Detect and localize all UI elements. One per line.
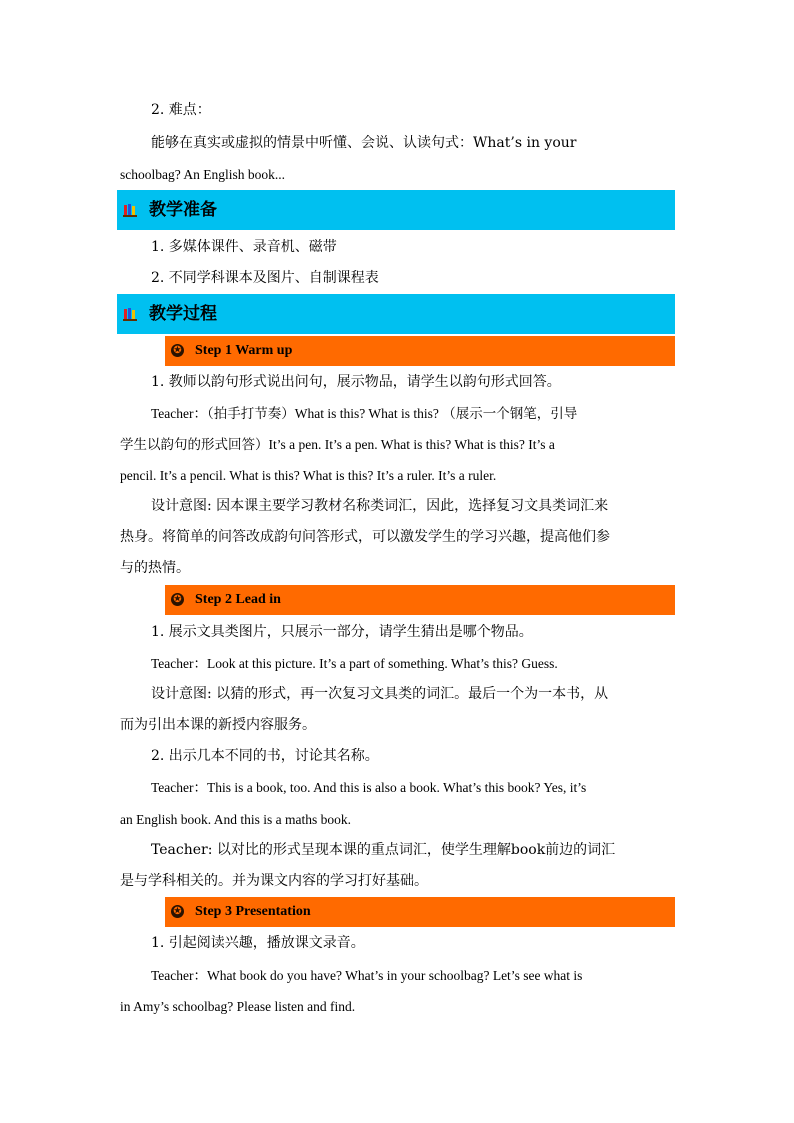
- step1-design-line-3: 与的热情。: [120, 560, 190, 576]
- step1-teacher-line-1: Teacher：（拍手打节奏）What is this? What is this? （展示一个钢笔，引导: [151, 406, 578, 421]
- step2-paragraph-2: 2. 出示几本不同的书，讨论其名称。: [151, 748, 379, 764]
- difficulty-line-1: 能够在真实或虚拟的情景中听懂、会说、认读句式：What’s in your: [151, 135, 577, 151]
- star-icon: ✪: [171, 593, 184, 606]
- step1-paragraph-1: 1. 教师以韵句形式说出问句，展示物品，请学生以韵句形式回答。: [151, 374, 561, 390]
- star-icon: ✪: [171, 344, 184, 357]
- difficulty-heading: 2. 难点：: [151, 102, 211, 118]
- step2-teacher-line-2: Teacher：This is a book, too. And this is also a book. What’s this book? Yes, it’s: [151, 780, 587, 795]
- step-title-2: Step 2 Lead in: [195, 592, 281, 607]
- step2-design-line-1: 设计意图: 以猜的形式，再一次复习文具类的词汇。最后一个为一本书，从: [151, 686, 609, 702]
- step3-paragraph-1: 1. 引起阅读兴趣，播放课文录音。: [151, 935, 365, 951]
- preparation-item-2: 2. 不同学科课本及图片、自制课程表: [151, 270, 379, 286]
- section-title-preparation: 教学准备: [149, 200, 217, 220]
- difficulty-line-2: schoolbag? An English book...: [120, 167, 285, 182]
- books-icon: [123, 203, 137, 217]
- step2-teacher-line-5: 是与学科相关的。并为课文内容的学习打好基础。: [120, 873, 428, 889]
- step-title-3: Step 3 Presentation: [195, 904, 311, 919]
- star-icon: ✪: [171, 905, 184, 918]
- books-icon: [123, 307, 137, 321]
- step-header-1: [165, 336, 675, 366]
- step2-paragraph-1: 1. 展示文具类图片，只展示一部分，请学生猜出是哪个物品。: [151, 624, 533, 640]
- step2-design-line-2: 而为引出本课的新授内容服务。: [120, 717, 316, 733]
- preparation-item-1: 1. 多媒体课件、录音机、磁带: [151, 239, 337, 255]
- step2-teacher-line-1: Teacher：Look at this picture. It’s a part of something. What’s this? Guess.: [151, 656, 558, 671]
- step1-teacher-line-2: 学生以韵句的形式回答）It’s a pen. It’s a pen. What is this? What is this? It’s a: [120, 437, 555, 452]
- step-header-2: [165, 585, 675, 615]
- step3-teacher-line-2: in Amy’s schoolbag? Please listen and find.: [120, 999, 356, 1014]
- step2-teacher-line-3: an English book. And this is a maths book.: [120, 812, 351, 827]
- section-title-process: 教学过程: [149, 304, 217, 324]
- step1-design-line-1: 设计意图: 因本课主要学习教材名称类词汇，因此，选择复习文具类词汇来: [151, 498, 609, 514]
- section-header-process: [117, 294, 675, 334]
- step3-teacher-line-1: Teacher：What book do you have? What’s in your schoolbag? Let’s see what is: [151, 968, 583, 983]
- step-header-3: [165, 897, 675, 927]
- step1-design-line-2: 热身。将简单的问答改成韵句问答形式，可以激发学生的学习兴趣，提高他们参: [120, 529, 610, 545]
- step2-teacher-line-4: Teacher: 以对比的形式呈现本课的重点词汇，使学生理解book前边的词汇: [151, 842, 616, 858]
- step1-teacher-line-3: pencil. It’s a pencil. What is this? What is this? It’s a ruler. It’s a ruler.: [120, 468, 497, 483]
- step-title-1: Step 1 Warm up: [195, 343, 293, 358]
- section-header-preparation: [117, 190, 675, 230]
